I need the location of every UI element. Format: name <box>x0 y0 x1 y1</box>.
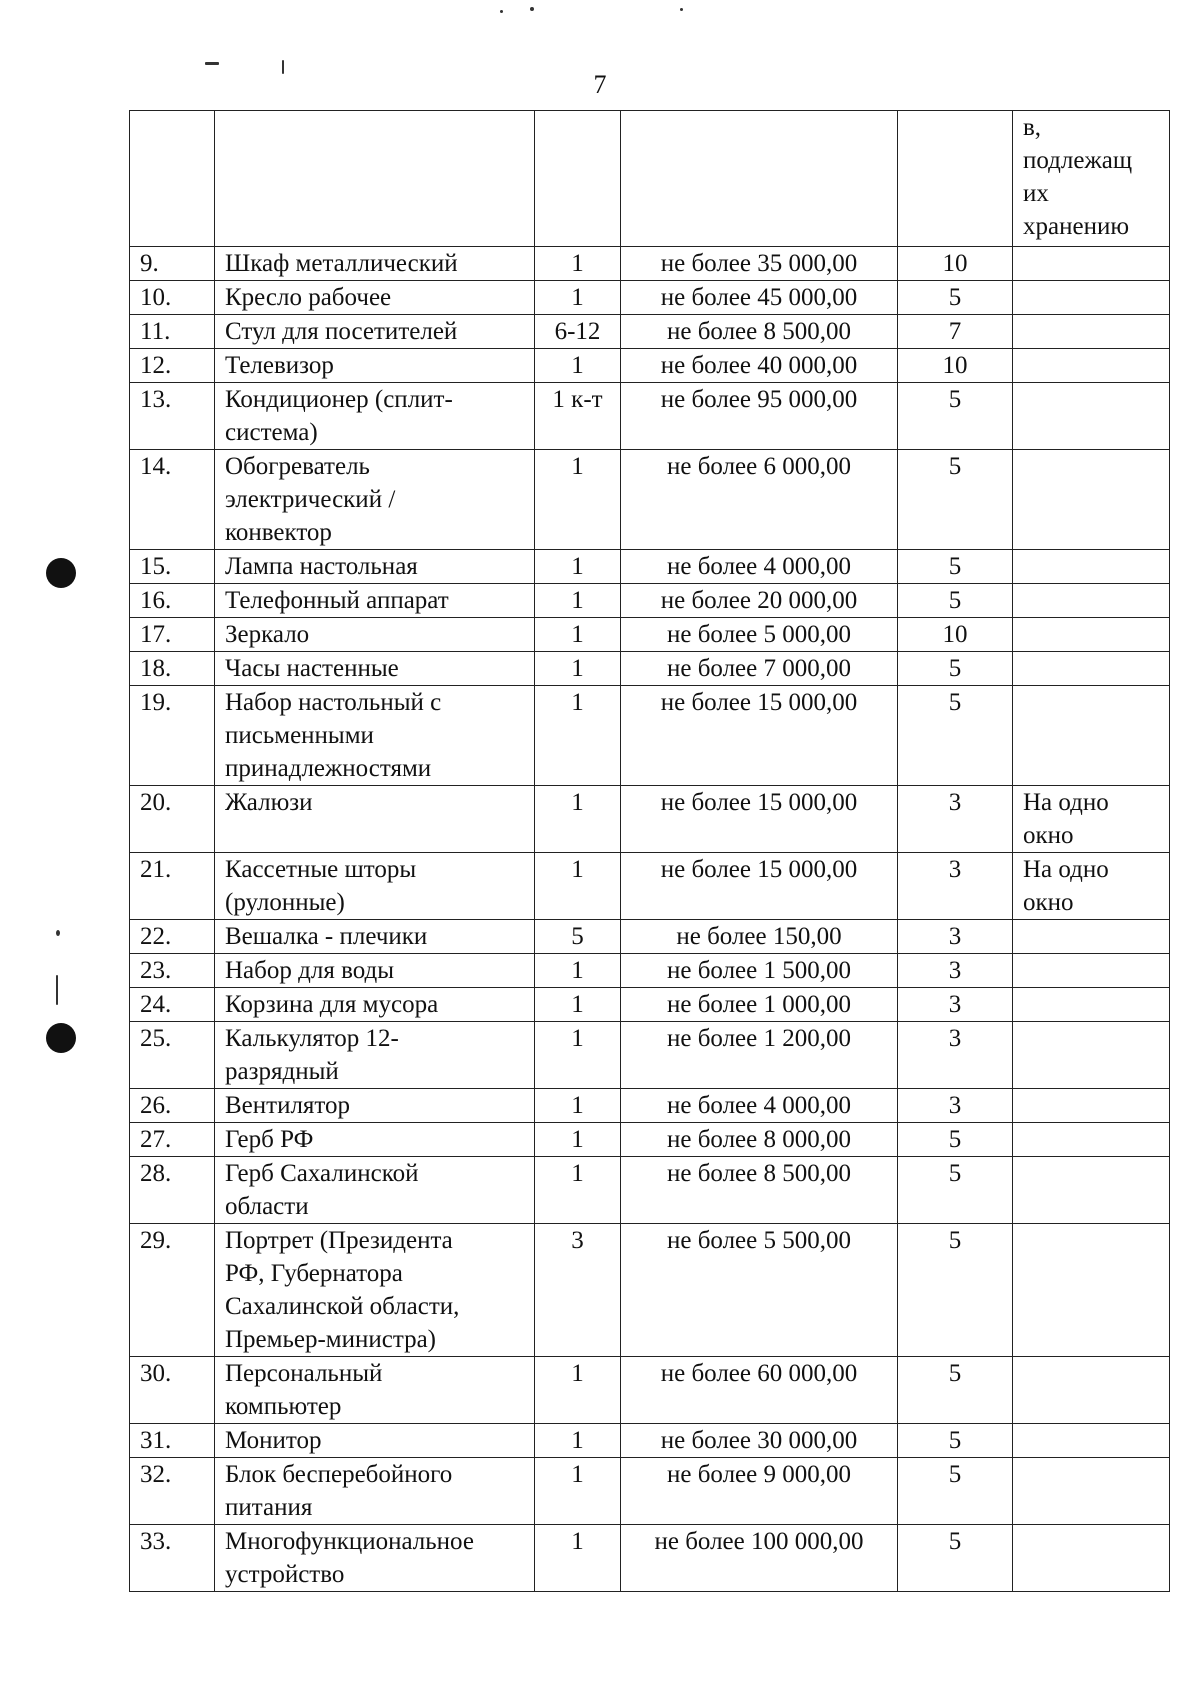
service-years-cell: 5 <box>898 686 1013 786</box>
quantity-cell: 1 <box>535 1157 621 1224</box>
table-row <box>130 853 1170 920</box>
quantity-cell: 1 <box>535 988 621 1022</box>
quantity-cell: 1 <box>535 550 621 584</box>
note-cell: На одно окно <box>1013 786 1170 853</box>
price-cell: не более 15 000,00 <box>621 853 898 920</box>
note-cell <box>1013 1123 1170 1157</box>
quantity-cell: 1 <box>535 853 621 920</box>
quantity-cell: 1 <box>535 1525 621 1592</box>
header-cell-num <box>130 111 215 247</box>
item-name-cell: Многофункциональное устройство <box>215 1525 535 1592</box>
header-cell-years <box>898 111 1013 247</box>
header-cell-price <box>621 111 898 247</box>
service-years-cell: 5 <box>898 1224 1013 1357</box>
item-name-cell: Корзина для мусора <box>215 988 535 1022</box>
price-cell: не более 95 000,00 <box>621 383 898 450</box>
table-row <box>130 584 1170 618</box>
quantity-cell: 1 <box>535 1022 621 1089</box>
quantity-cell: 1 <box>535 1089 621 1123</box>
item-name-cell: Герб РФ <box>215 1123 535 1157</box>
item-name-cell: Кондиционер (сплит- система) <box>215 383 535 450</box>
row-number-cell: 28. <box>130 1157 215 1224</box>
item-name-cell: Обогреватель электрический / конвектор <box>215 450 535 550</box>
service-years-cell: 5 <box>898 1157 1013 1224</box>
price-cell: не более 8 500,00 <box>621 315 898 349</box>
row-number-cell: 30. <box>130 1357 215 1424</box>
note-cell <box>1013 1424 1170 1458</box>
service-years-cell: 3 <box>898 920 1013 954</box>
price-cell: не более 20 000,00 <box>621 584 898 618</box>
item-name-cell: Телефонный аппарат <box>215 584 535 618</box>
row-number-cell: 22. <box>130 920 215 954</box>
service-years-cell: 5 <box>898 450 1013 550</box>
quantity-cell: 1 <box>535 954 621 988</box>
quantity-cell: 1 <box>535 281 621 315</box>
scan-speck <box>282 60 284 74</box>
price-cell: не более 60 000,00 <box>621 1357 898 1424</box>
row-number-cell: 15. <box>130 550 215 584</box>
price-cell: не более 150,00 <box>621 920 898 954</box>
item-name-cell: Блок бесперебойного питания <box>215 1458 535 1525</box>
price-cell: не более 40 000,00 <box>621 349 898 383</box>
item-name-cell: Лампа настольная <box>215 550 535 584</box>
item-name-cell: Портрет (Президента РФ, Губернатора Сахалинской области, Премьер-министра) <box>215 1224 535 1357</box>
row-number-cell: 17. <box>130 618 215 652</box>
table-row <box>130 1424 1170 1458</box>
note-cell <box>1013 281 1170 315</box>
note-cell <box>1013 988 1170 1022</box>
row-number-cell: 27. <box>130 1123 215 1157</box>
scan-speck <box>680 8 683 11</box>
page-number: 7 <box>593 70 607 99</box>
table-row <box>130 1157 1170 1224</box>
service-years-cell: 3 <box>898 954 1013 988</box>
price-cell: не более 5 000,00 <box>621 618 898 652</box>
note-cell <box>1013 1157 1170 1224</box>
service-years-cell: 10 <box>898 247 1013 281</box>
table-row <box>130 618 1170 652</box>
scan-speck <box>500 10 503 13</box>
row-number-cell: 19. <box>130 686 215 786</box>
table-row <box>130 349 1170 383</box>
service-years-cell: 5 <box>898 281 1013 315</box>
item-name-cell: Стул для посетителей <box>215 315 535 349</box>
quantity-cell: 1 <box>535 652 621 686</box>
item-name-cell: Кресло рабочее <box>215 281 535 315</box>
price-cell: не более 1 500,00 <box>621 954 898 988</box>
item-name-cell: Телевизор <box>215 349 535 383</box>
service-years-cell: 5 <box>898 1357 1013 1424</box>
table-row <box>130 247 1170 281</box>
service-years-cell: 3 <box>898 1022 1013 1089</box>
item-name-cell: Герб Сахалинской области <box>215 1157 535 1224</box>
table-row <box>130 1224 1170 1357</box>
note-cell <box>1013 1089 1170 1123</box>
punch-hole-dot-upper <box>46 558 76 588</box>
row-number-cell: 11. <box>130 315 215 349</box>
row-number-cell: 14. <box>130 450 215 550</box>
item-name-cell: Набор для воды <box>215 954 535 988</box>
note-cell <box>1013 383 1170 450</box>
service-years-cell: 5 <box>898 1424 1013 1458</box>
table-row <box>130 281 1170 315</box>
item-name-cell: Зеркало <box>215 618 535 652</box>
note-cell <box>1013 1357 1170 1424</box>
item-name-cell: Калькулятор 12- разрядный <box>215 1022 535 1089</box>
note-cell <box>1013 550 1170 584</box>
quantity-cell: 6-12 <box>535 315 621 349</box>
service-years-cell: 3 <box>898 1089 1013 1123</box>
row-number-cell: 21. <box>130 853 215 920</box>
price-cell: не более 5 500,00 <box>621 1224 898 1357</box>
service-years-cell: 5 <box>898 584 1013 618</box>
service-years-cell: 3 <box>898 853 1013 920</box>
price-cell: не более 8 500,00 <box>621 1157 898 1224</box>
quantity-cell: 1 <box>535 349 621 383</box>
note-cell <box>1013 1458 1170 1525</box>
service-years-cell: 3 <box>898 988 1013 1022</box>
service-years-cell: 10 <box>898 349 1013 383</box>
inventory-table <box>129 110 1170 1592</box>
table-row <box>130 1022 1170 1089</box>
service-years-cell: 7 <box>898 315 1013 349</box>
table-row <box>130 1089 1170 1123</box>
service-years-cell: 5 <box>898 1525 1013 1592</box>
note-cell: На одно окно <box>1013 853 1170 920</box>
scan-speck <box>530 7 534 11</box>
table-row <box>130 652 1170 686</box>
row-number-cell: 32. <box>130 1458 215 1525</box>
row-number-cell: 10. <box>130 281 215 315</box>
row-number-cell: 24. <box>130 988 215 1022</box>
quantity-cell: 1 <box>535 450 621 550</box>
quantity-cell: 1 <box>535 1357 621 1424</box>
quantity-cell: 1 <box>535 786 621 853</box>
price-cell: не более 30 000,00 <box>621 1424 898 1458</box>
price-cell: не более 35 000,00 <box>621 247 898 281</box>
quantity-cell: 1 <box>535 686 621 786</box>
quantity-cell: 1 <box>535 247 621 281</box>
service-years-cell: 10 <box>898 618 1013 652</box>
row-number-cell: 20. <box>130 786 215 853</box>
table-row <box>130 550 1170 584</box>
price-cell: не более 45 000,00 <box>621 281 898 315</box>
punch-hole-dot-lower <box>46 1023 76 1053</box>
note-cell <box>1013 315 1170 349</box>
note-cell <box>1013 954 1170 988</box>
row-number-cell: 25. <box>130 1022 215 1089</box>
item-name-cell: Жалюзи <box>215 786 535 853</box>
table-row <box>130 1458 1170 1525</box>
item-name-cell: Вентилятор <box>215 1089 535 1123</box>
note-cell <box>1013 618 1170 652</box>
table-header-row <box>130 111 1170 247</box>
row-number-cell: 23. <box>130 954 215 988</box>
quantity-cell: 1 <box>535 1123 621 1157</box>
row-number-cell: 16. <box>130 584 215 618</box>
note-cell <box>1013 1022 1170 1089</box>
service-years-cell: 5 <box>898 550 1013 584</box>
row-number-cell: 18. <box>130 652 215 686</box>
note-cell <box>1013 349 1170 383</box>
price-cell: не более 7 000,00 <box>621 652 898 686</box>
service-years-cell: 5 <box>898 1123 1013 1157</box>
service-years-cell: 3 <box>898 786 1013 853</box>
table-row <box>130 786 1170 853</box>
note-cell <box>1013 652 1170 686</box>
table-row <box>130 383 1170 450</box>
table-row <box>130 954 1170 988</box>
row-number-cell: 12. <box>130 349 215 383</box>
item-name-cell: Персональный компьютер <box>215 1357 535 1424</box>
quantity-cell: 1 к-т <box>535 383 621 450</box>
table-row <box>130 988 1170 1022</box>
table-row <box>130 1525 1170 1592</box>
quantity-cell: 1 <box>535 618 621 652</box>
scan-speck <box>56 930 60 936</box>
quantity-cell: 1 <box>535 1424 621 1458</box>
table-row <box>130 686 1170 786</box>
price-cell: не более 8 000,00 <box>621 1123 898 1157</box>
table-row <box>130 1123 1170 1157</box>
row-number-cell: 29. <box>130 1224 215 1357</box>
quantity-cell: 3 <box>535 1224 621 1357</box>
header-cell-qty <box>535 111 621 247</box>
row-number-cell: 31. <box>130 1424 215 1458</box>
quantity-cell: 1 <box>535 584 621 618</box>
item-name-cell: Вешалка - плечики <box>215 920 535 954</box>
row-number-cell: 9. <box>130 247 215 281</box>
note-cell <box>1013 247 1170 281</box>
item-name-cell: Шкаф металлический <box>215 247 535 281</box>
item-name-cell: Монитор <box>215 1424 535 1458</box>
table-row <box>130 920 1170 954</box>
header-cell-note: в, подлежащ их хранению <box>1013 111 1170 247</box>
table-row <box>130 450 1170 550</box>
note-cell <box>1013 920 1170 954</box>
price-cell: не более 9 000,00 <box>621 1458 898 1525</box>
row-number-cell: 13. <box>130 383 215 450</box>
price-cell: не более 4 000,00 <box>621 1089 898 1123</box>
item-name-cell: Часы настенные <box>215 652 535 686</box>
note-cell <box>1013 1525 1170 1592</box>
price-cell: не более 100 000,00 <box>621 1525 898 1592</box>
quantity-cell: 1 <box>535 1458 621 1525</box>
scan-speck <box>56 975 58 1005</box>
price-cell: не более 4 000,00 <box>621 550 898 584</box>
price-cell: не более 15 000,00 <box>621 786 898 853</box>
item-name-cell: Набор настольный с письменными принадлежностями <box>215 686 535 786</box>
row-number-cell: 26. <box>130 1089 215 1123</box>
table-row <box>130 315 1170 349</box>
note-cell <box>1013 686 1170 786</box>
note-cell <box>1013 1224 1170 1357</box>
row-number-cell: 33. <box>130 1525 215 1592</box>
scan-speck <box>205 62 219 65</box>
service-years-cell: 5 <box>898 1458 1013 1525</box>
price-cell: не более 1 000,00 <box>621 988 898 1022</box>
price-cell: не более 1 200,00 <box>621 1022 898 1089</box>
table-row <box>130 1357 1170 1424</box>
quantity-cell: 5 <box>535 920 621 954</box>
price-cell: не более 6 000,00 <box>621 450 898 550</box>
note-cell <box>1013 450 1170 550</box>
service-years-cell: 5 <box>898 383 1013 450</box>
item-name-cell: Кассетные шторы (рулонные) <box>215 853 535 920</box>
note-cell <box>1013 584 1170 618</box>
price-cell: не более 15 000,00 <box>621 686 898 786</box>
header-cell-name <box>215 111 535 247</box>
service-years-cell: 5 <box>898 652 1013 686</box>
